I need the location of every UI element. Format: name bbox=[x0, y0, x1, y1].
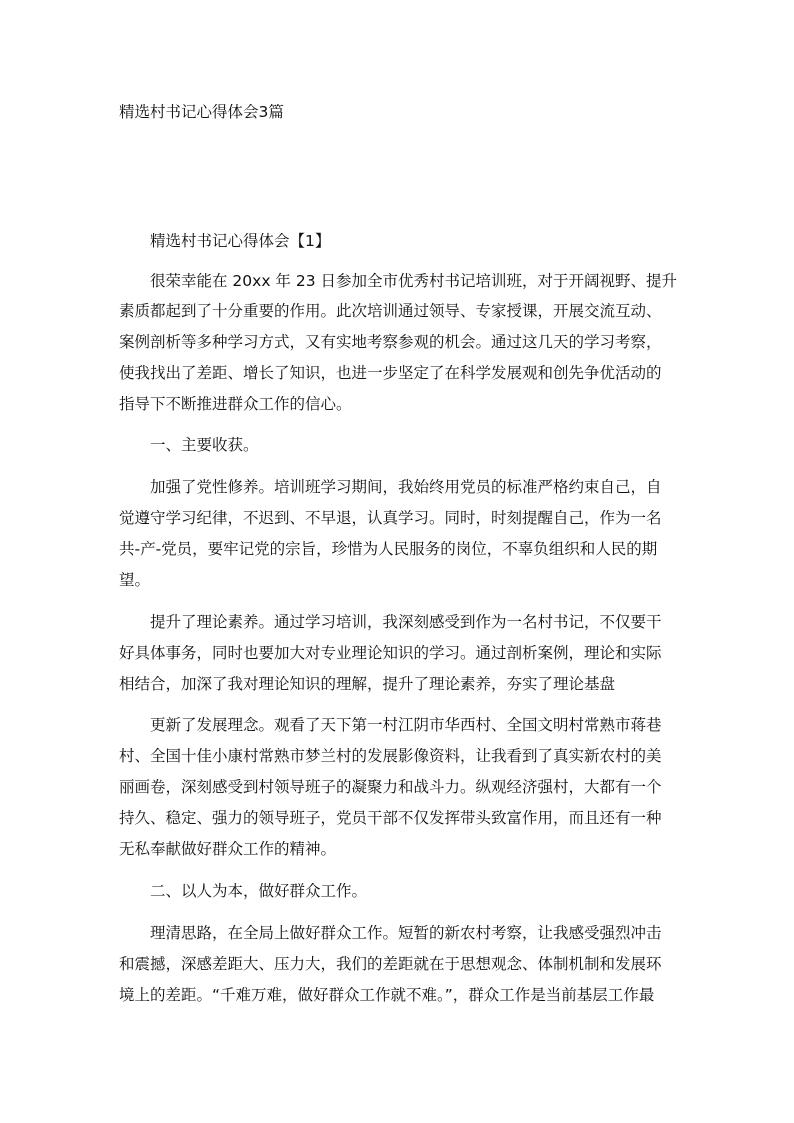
paragraph-line: 无私奉献做好群众工作的精神。 bbox=[119, 840, 337, 858]
section-heading: 精选村书记心得体会【1】 bbox=[150, 232, 331, 250]
paragraph-line: 持久、稳定、强力的领导班子，党员干部不仅发挥带头致富作用，而且还有一种 bbox=[119, 809, 662, 827]
paragraph-line: 案例剖析等多种学习方式，又有实地考察参观的机会。通过这几天的学习考察， bbox=[119, 333, 662, 351]
paragraph-line: 提升了理论素养。通过学习培训，我深刻感受到作为一名村书记，不仅要干 bbox=[150, 613, 662, 631]
paragraph-line: 相结合，加深了我对理论知识的理解，提升了理论素养，夯实了理论基盘 bbox=[119, 675, 616, 693]
paragraph-line: 村、全国十佳小康村常熟市梦兰村的发展影像资料，让我看到了真实新农村的美 bbox=[119, 747, 662, 765]
paragraph-line: 望。 bbox=[119, 571, 151, 589]
paragraph-line: 更新了发展理念。观看了天下第一村江阴市华西村、全国文明村常熟市蒋巷 bbox=[150, 716, 662, 734]
paragraph-line: 使我找出了差距、增长了知识，也进一步坚定了在科学发展观和创先争优活动的 bbox=[119, 364, 662, 382]
section-heading: 一、主要收获。 bbox=[150, 436, 259, 454]
paragraph-line: 理清思路，在全局上做好群众工作。短暂的新农村考察，让我感受强烈冲击 bbox=[150, 924, 662, 942]
paragraph-line: 共-产-党员，要牢记党的宗旨，珍惜为人民服务的岗位，不辜负组织和人民的期 bbox=[119, 540, 658, 558]
paragraph-line: 好具体事务，同时也要加大对专业理论知识的学习。通过剖析案例，理论和实际 bbox=[119, 644, 662, 662]
paragraph-line: 丽画卷，深刻感受到村领导班子的凝聚力和战斗力。纵观经济强村，大都有一个 bbox=[119, 778, 662, 796]
paragraph-line: 指导下不断推进群众工作的信心。 bbox=[119, 395, 352, 413]
paragraph-line: 加强了党性修养。培训班学习期间，我始终用党员的标准严格约束自己，自 bbox=[150, 478, 662, 496]
section-heading: 二、以人为本，做好群众工作。 bbox=[150, 882, 368, 900]
document-title: 精选村书记心得体会3篇 bbox=[119, 103, 284, 121]
paragraph-line: 和震撼，深感差距大、压力大，我们的差距就在于思想观念、体制机制和发展环 bbox=[119, 955, 662, 973]
paragraph-line: 素质都起到了十分重要的作用。此次培训通过领导、专家授课，开展交流互动、 bbox=[119, 302, 662, 320]
paragraph-line: 很荣幸能在 20xx 年 23 日参加全市优秀村书记培训班，对于开阔视野、提升 bbox=[150, 272, 678, 290]
paragraph-line: 境上的差距。“千难万难，做好群众工作就不难。”，群众工作是当前基层工作最 bbox=[119, 986, 655, 1004]
paragraph-line: 觉遵守学习纪律，不迟到、不早退，认真学习。同时，时刻提醒自己，作为一名 bbox=[119, 509, 662, 527]
